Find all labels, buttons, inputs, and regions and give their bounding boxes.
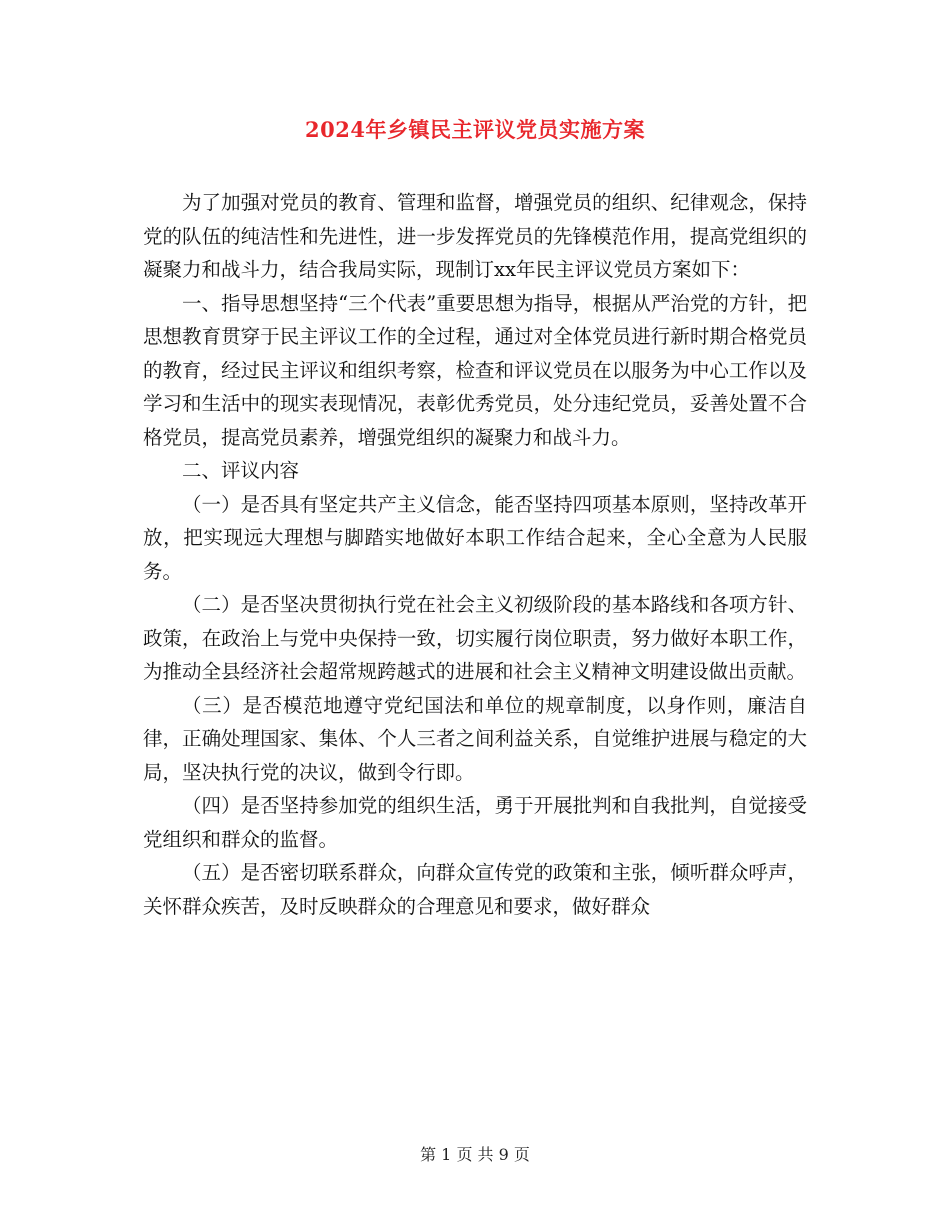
section-heading-evaluation-content: 二、评议内容 (182, 459, 300, 482)
paragraph-intro: 为了加强对党员的教育、管理和监督，增强党员的组织、纪律观念，保持党的队伍的纯洁性和先进性，进一步发挥党员的先锋模范作用，提高党组织的凝聚力和战斗力，结合我局实际，现制订xx年民主评议党员方案如下： (143, 191, 807, 281)
paragraph-item-2: （二）是否坚决贯彻执行党在社会主义初级阶段的基本路线和各项方针、政策，在政治上与党中央保持一致，切实履行岗位职责，努力做好本职工作，为推动全县经济社会超常规跨越式的进展和社会主义精神文明建设做出贡献。 (143, 593, 807, 683)
paragraph-item-5: （五）是否密切联系群众，向群众宣传党的政策和主张，倾听群众呼声，关怀群众疾苦，及时反映群众的合理意见和要求，做好群众 (143, 861, 807, 918)
paragraph-item-4: （四）是否坚持参加党的组织生活，勇于开展批判和自我批判，自觉接受党组织和群众的监督。 (143, 794, 807, 851)
page-number-footer: 第 1 页 共 9 页 (420, 1145, 530, 1164)
document-title: 2024年乡镇民主评议党员实施方案 (305, 117, 645, 142)
paragraph-item-3: （三）是否模范地遵守党纪国法和单位的规章制度，以身作则，廉洁自律，正确处理国家、集体、个人三者之间利益关系，自觉维护进展与稳定的大局，坚决执行党的决议，做到令行即。 (143, 693, 807, 784)
paragraph-guiding-ideology: 一、指导思想坚持“三个代表”重要思想为指导，根据从严治党的方针，把思想教育贯穿于民主评议工作的全过程，通过对全体党员进行新时期合格党员的教育，经过民主评议和组织考察，检查和评议党员在以服务为中心工作以及学习和生活中的现实表现情况，表彰优秀党员，处分违纪党员，妥善处置不合格党员，提高党员素养，增强党组织的凝聚力和战斗力。 (143, 291, 807, 449)
document-body (143, 186, 807, 923)
paragraph-item-1: （一）是否具有坚定共产主义信念，能否坚持四项基本原则，坚持改革开放，把实现远大理想与脚踏实地做好本职工作结合起来，全心全意为人民服务。 (143, 492, 807, 583)
